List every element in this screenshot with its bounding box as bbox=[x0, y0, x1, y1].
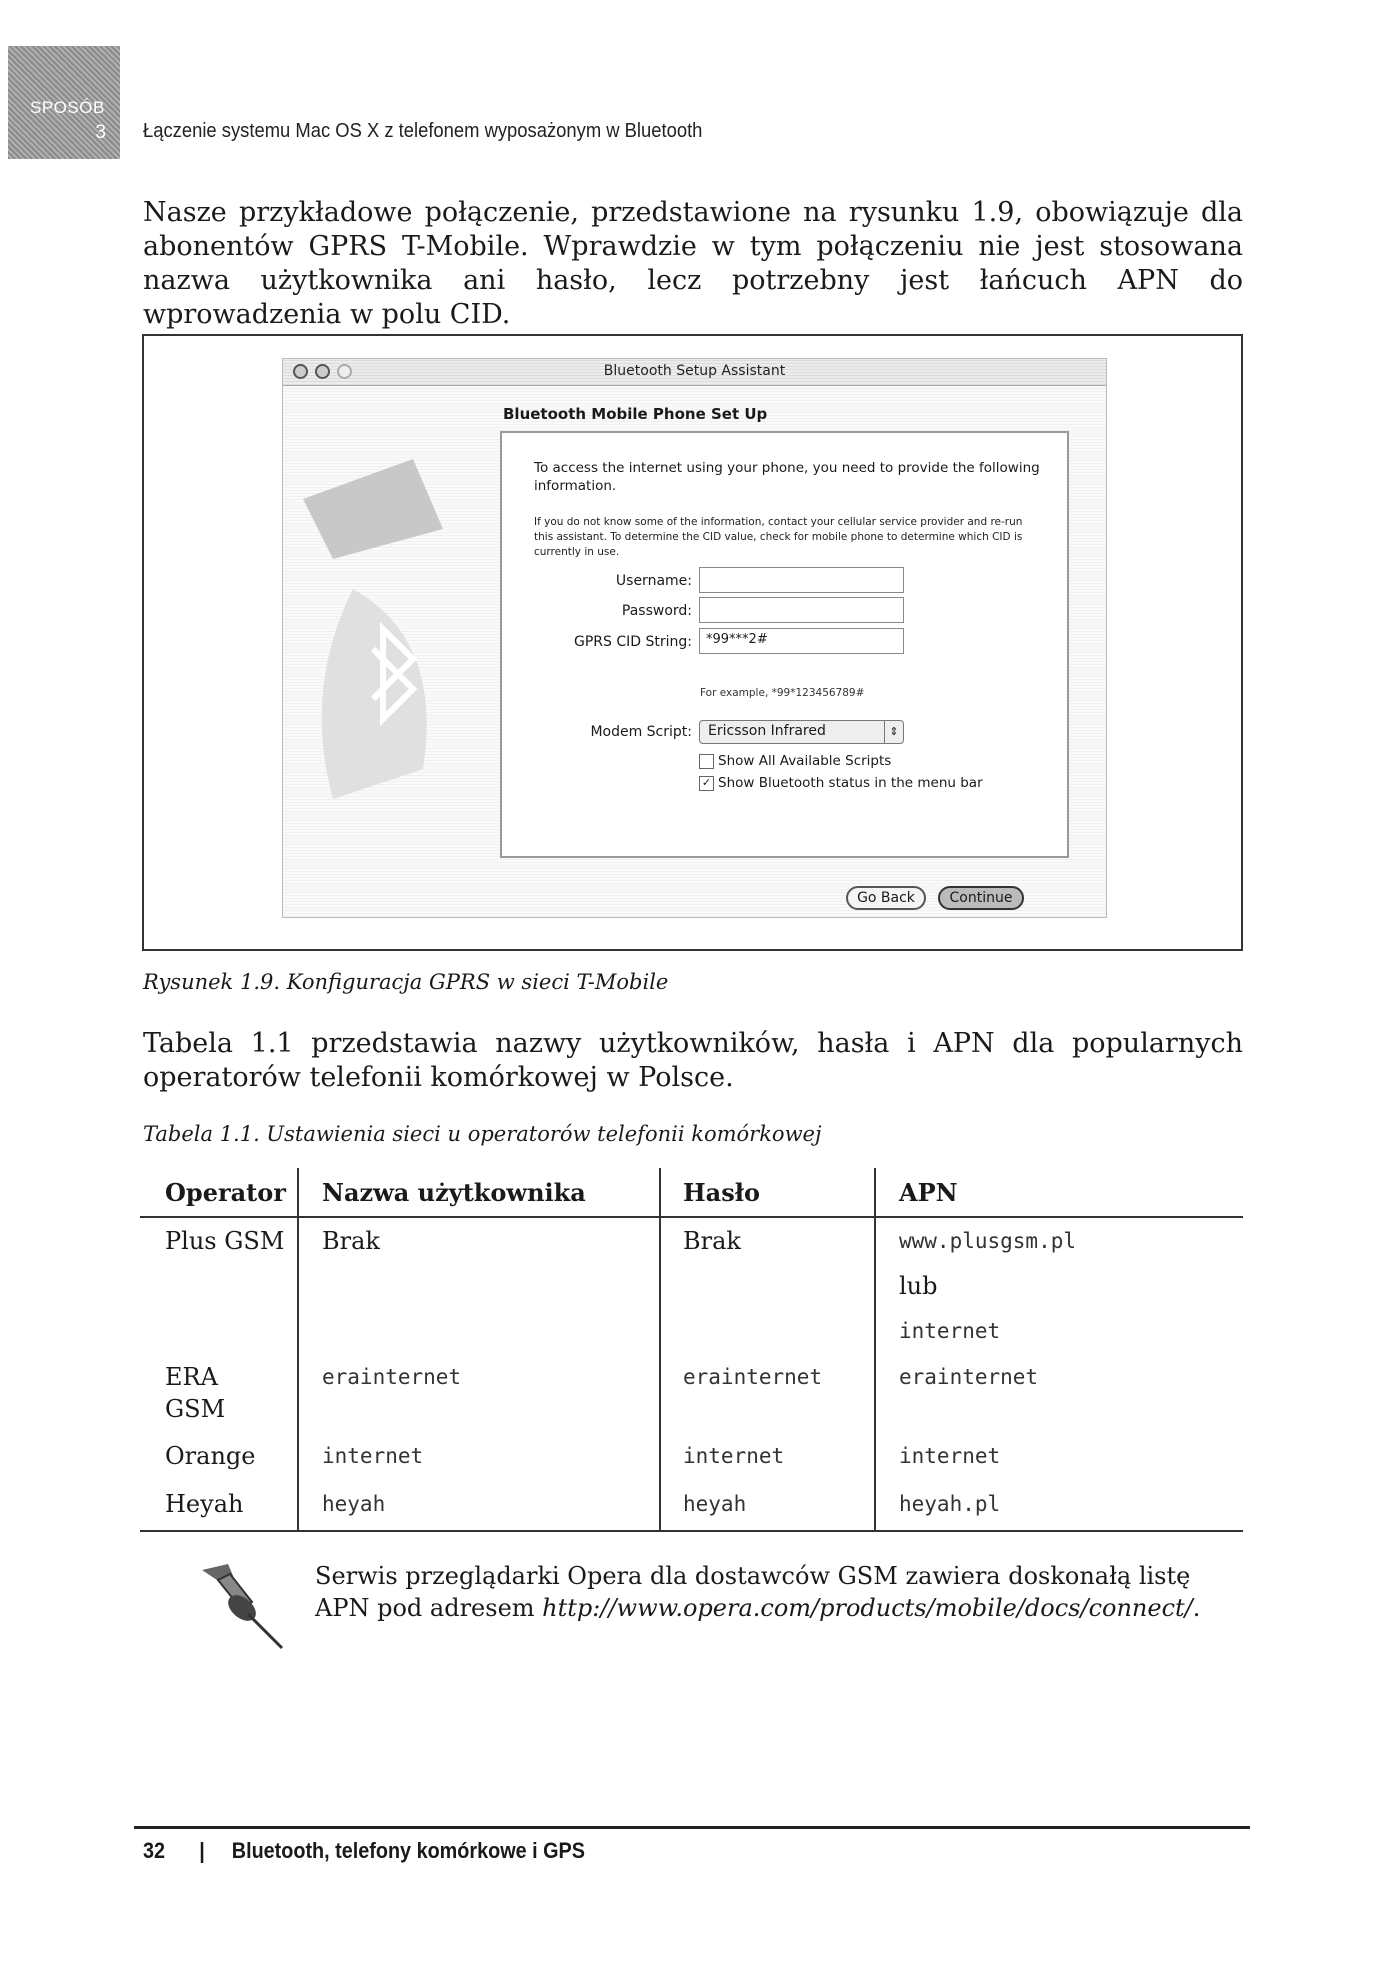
table-cell-apn: www.plusgsm.pl bbox=[899, 1229, 1077, 1253]
footer-separator: | bbox=[199, 1838, 205, 1863]
header-username: Nazwa użytkownika bbox=[322, 1178, 586, 1207]
checkmark-icon: ✓ bbox=[699, 776, 714, 791]
tip-text bbox=[315, 1560, 1215, 1624]
checkbox-empty-icon bbox=[699, 754, 714, 769]
page-footer bbox=[143, 1838, 585, 1864]
show-status-checkbox[interactable] bbox=[699, 775, 983, 791]
table-cell-operator: Heyah bbox=[165, 1490, 244, 1518]
note-text: If you do not know some of the information, contact your cellular service provider and re-run this assistant. To determine the CID value, check for mobile phone to determine which CID is currently in use. bbox=[534, 516, 1023, 558]
column-divider bbox=[297, 1168, 299, 1532]
show-scripts-checkbox[interactable] bbox=[699, 753, 891, 769]
header-operator: Operator bbox=[165, 1178, 286, 1207]
username-field[interactable] bbox=[699, 567, 904, 593]
table-cell-username: internet bbox=[322, 1444, 424, 1468]
intro-text: To access the internet using your phone, you need to provide the following information. bbox=[534, 460, 1040, 494]
password-label: Password: bbox=[621, 603, 692, 619]
bottom-rule bbox=[140, 1530, 1243, 1532]
column-divider bbox=[659, 1168, 661, 1532]
tip-link[interactable]: http://www.opera.com/products/mobile/docs/connect/ bbox=[542, 1594, 1193, 1622]
password-field[interactable] bbox=[699, 597, 904, 623]
cid-label: GPRS CID String: bbox=[574, 634, 692, 650]
pushpin-icon bbox=[190, 1560, 290, 1650]
header-password: Hasło bbox=[683, 1178, 760, 1207]
paragraph-1: Nasze przykładowe połączenie, przedstawione na rysunku 1.9, obowiązuje dla abonentów GPRS T-Mobile. Wprawdzie w tym połączeniu nie jest stosowana nazwa użytkownika ani hasło, lecz potrzebny jest łańcuch APN do wprowadzenia w polu CID. bbox=[143, 197, 1243, 330]
apn-table bbox=[140, 1168, 1243, 1532]
modem-script-label: Modem Script: bbox=[590, 724, 692, 740]
table-cell-username: heyah bbox=[322, 1492, 386, 1516]
modem-script-select[interactable] bbox=[699, 720, 904, 744]
username-label: Username: bbox=[615, 573, 692, 589]
paragraph-2: Tabela 1.1 przedstawia nazwy użytkowników, hasła i APN dla popularnych operatorów telefonii komórkowej w Polsce. bbox=[143, 1028, 1243, 1093]
figure-caption: Rysunek 1.9. Konfiguracja GPRS w sieci T-Mobile bbox=[143, 970, 669, 994]
window-titlebar bbox=[283, 359, 1106, 386]
table-cell-apn: erainternet bbox=[899, 1365, 1039, 1389]
tip-body: Serwis przeglądarki Opera dla dostawców GSM zawiera doskonałą listę APN pod adresem bbox=[315, 1562, 1191, 1622]
table-cell-username: erainternet bbox=[322, 1365, 462, 1389]
bluetooth-setup-window bbox=[282, 358, 1107, 918]
settings-panel bbox=[500, 431, 1069, 858]
column-divider bbox=[874, 1168, 876, 1532]
cid-field[interactable]: *99***2# bbox=[699, 628, 904, 654]
go-back-button[interactable]: Go Back bbox=[846, 886, 926, 910]
panel-title: Bluetooth Mobile Phone Set Up bbox=[503, 405, 768, 423]
window-title: Bluetooth Setup Assistant bbox=[603, 363, 786, 379]
figure-frame bbox=[142, 334, 1243, 951]
table-cell-username: Brak bbox=[322, 1227, 380, 1255]
table-cell-apn-or: lub bbox=[899, 1272, 938, 1300]
continue-button[interactable]: Continue bbox=[938, 886, 1024, 910]
table-cell-password: Brak bbox=[683, 1227, 741, 1255]
table-cell-apn: heyah.pl bbox=[899, 1492, 1001, 1516]
sposob-badge bbox=[8, 46, 120, 159]
bluetooth-logo-icon bbox=[293, 439, 463, 819]
show-scripts-label: Show All Available Scripts bbox=[718, 753, 892, 769]
show-status-label: Show Bluetooth status in the menu bar bbox=[718, 775, 983, 791]
badge-word: SPOSÓB bbox=[30, 98, 105, 117]
page-number: 32 bbox=[143, 1838, 166, 1863]
table-cell-operator: ERA GSM bbox=[165, 1363, 226, 1423]
table-cell-operator: Plus GSM bbox=[165, 1227, 285, 1255]
header-apn: APN bbox=[899, 1178, 958, 1207]
table-cell-apn: internet bbox=[899, 1444, 1001, 1468]
table-cell-password: heyah bbox=[683, 1492, 747, 1516]
cid-hint: For example, *99*123456789# bbox=[700, 687, 865, 699]
footer-rule bbox=[134, 1826, 1250, 1829]
table-cell-operator: Orange bbox=[165, 1442, 256, 1470]
table-cell-password: internet bbox=[683, 1444, 785, 1468]
tip-end: . bbox=[1192, 1594, 1201, 1622]
header-rule bbox=[140, 1216, 1243, 1218]
updown-arrow-icon: ⇕ bbox=[884, 721, 903, 743]
book-title: Bluetooth, telefony komórkowe i GPS bbox=[231, 1838, 585, 1863]
badge-number: 3 bbox=[95, 122, 106, 143]
table-cell-password: erainternet bbox=[683, 1365, 823, 1389]
table-cell-apn: internet bbox=[899, 1319, 1001, 1343]
modem-script-value: Ericsson Infrared bbox=[708, 723, 826, 739]
table-caption: Tabela 1.1. Ustawienia sieci u operatorów telefonii komórkowej bbox=[143, 1122, 822, 1146]
running-header: Łączenie systemu Mac OS X z telefonem wyposażonym w Bluetooth bbox=[143, 120, 703, 142]
